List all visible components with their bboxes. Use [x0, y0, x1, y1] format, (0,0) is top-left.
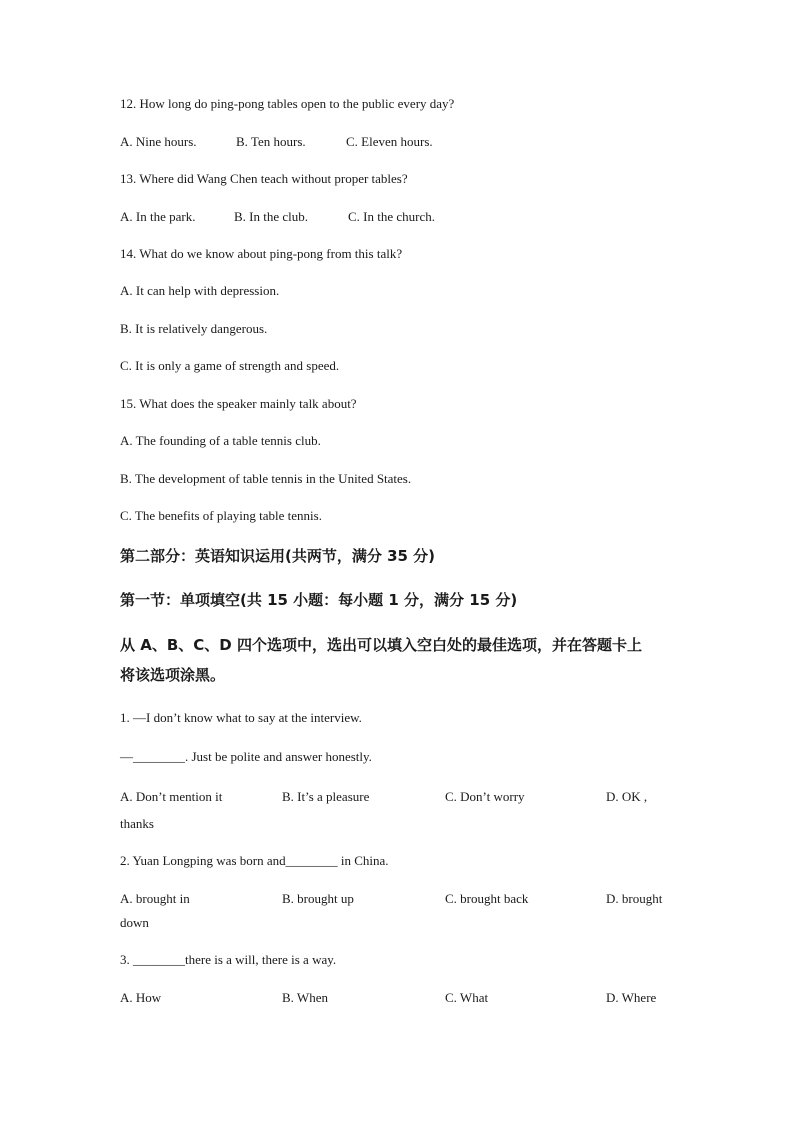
part-two-title: 第二部分：英语知识运用(共两节，满分 35 分) — [120, 547, 436, 565]
question-12-option-a: A. Nine hours. — [120, 134, 197, 149]
question-15-option-b: B. The development of table tennis in the United States. — [120, 471, 412, 486]
fill-question-3-option-c: C. What — [445, 990, 489, 1005]
question-13-option-a: A. In the park. — [120, 209, 196, 224]
fill-question-2-stem: 2. Yuan Longping was born and________ in China. — [120, 853, 389, 868]
fill-question-2-option-d: D. brought — [606, 891, 663, 906]
question-15-stem: 15. What does the speaker mainly talk about? — [120, 396, 357, 411]
fill-question-3-option-a: A. How — [120, 990, 162, 1005]
fill-question-1-option-b: B. It’s a pleasure — [282, 789, 370, 804]
fill-question-1-option-a: A. Don’t mention it — [120, 789, 223, 804]
question-15-option-c: C. The benefits of playing table tennis. — [120, 508, 322, 523]
fill-question-3-option-b: B. When — [282, 990, 328, 1005]
fill-question-3-stem: 3. ________there is a will, there is a way. — [120, 952, 337, 967]
question-14-option-b: B. It is relatively dangerous. — [120, 321, 268, 336]
fill-question-2-option-c: C. brought back — [445, 891, 529, 906]
question-12-option-c: C. Eleven hours. — [346, 134, 433, 149]
fill-question-1-reply: —________. Just be polite and answer honestly. — [120, 749, 372, 764]
question-12-option-b: B. Ten hours. — [236, 134, 306, 149]
question-12-stem: 12. How long do ping-pong tables open to the public every day? — [120, 96, 455, 111]
question-13-stem: 13. Where did Wang Chen teach without proper tables? — [120, 171, 408, 186]
question-13-option-c: C. In the church. — [348, 209, 436, 224]
fill-question-1-option-c: C. Don’t worry — [445, 789, 525, 804]
question-13-option-b: B. In the club. — [234, 209, 309, 224]
fill-question-2-option-a: A. brought in — [120, 891, 190, 906]
question-15-option-a: A. The founding of a table tennis club. — [120, 433, 321, 448]
fill-question-3-option-d: D. Where — [606, 990, 657, 1005]
fill-question-1-stem: 1. —I don’t know what to say at the interview. — [120, 710, 362, 725]
question-14-stem: 14. What do we know about ping-pong from this talk? — [120, 246, 403, 261]
instruction-line-1: 从 A、B、C、D 四个选项中，选出可以填入空白处的最佳选项，并在答题卡上 — [120, 636, 642, 654]
section-one-title: 第一节：单项填空(共 15 小题：每小题 1 分，满分 15 分) — [120, 591, 518, 609]
fill-question-1-option-d-wrap: thanks — [120, 816, 154, 831]
question-14-option-a: A. It can help with depression. — [120, 283, 280, 298]
fill-question-2-option-b: B. brought up — [282, 891, 354, 906]
instruction-line-2: 将该选项涂黑。 — [120, 666, 226, 684]
question-14-option-c: C. It is only a game of strength and speed. — [120, 358, 340, 373]
fill-question-2-option-d-wrap: down — [120, 915, 149, 930]
fill-question-1-option-d: D. OK , — [606, 789, 648, 804]
